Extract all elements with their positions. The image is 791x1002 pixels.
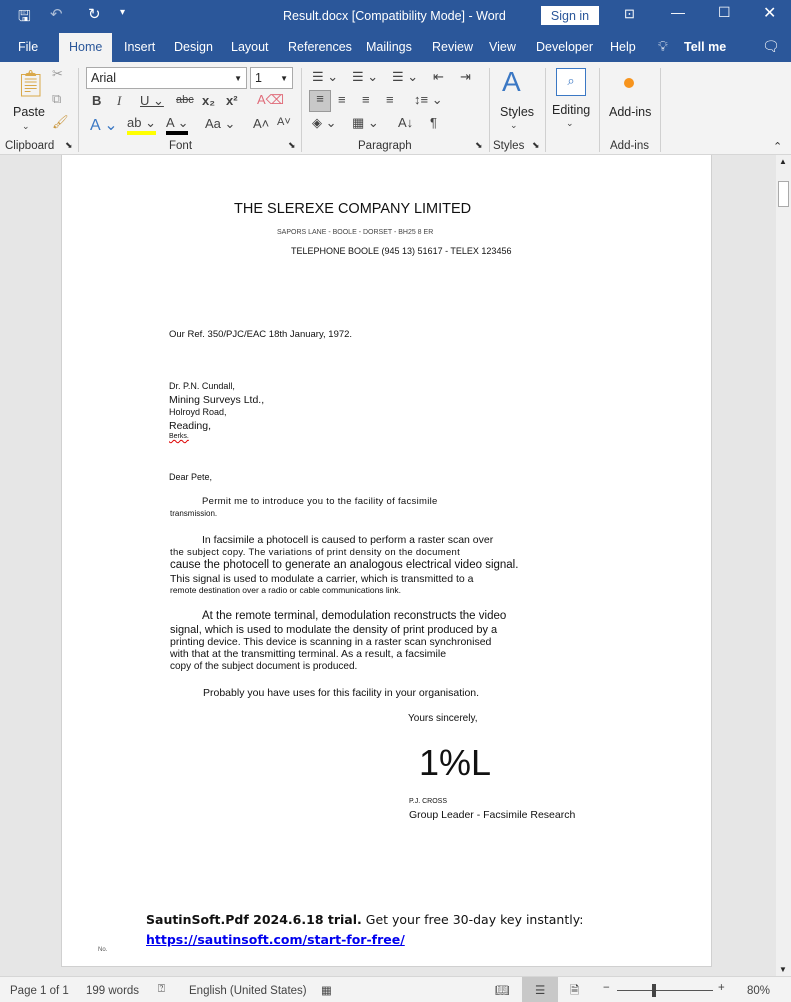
close-button[interactable]: ✕	[763, 5, 777, 22]
web-layout-icon[interactable]: 🗎	[570, 985, 580, 997]
increase-indent-icon[interactable]: ⇥	[460, 69, 471, 84]
tab-developer[interactable]: Developer	[536, 40, 593, 54]
undo-icon[interactable]: ↶	[50, 6, 63, 23]
underline-icon[interactable]: U ⌄	[140, 93, 164, 108]
zoom-level[interactable]: 80%	[747, 985, 771, 997]
styles-launcher-icon[interactable]: ⬊	[532, 140, 540, 150]
justify-icon[interactable]: ≡	[386, 92, 394, 107]
group-label-clipboard: Clipboard	[5, 140, 55, 152]
shrink-font-icon[interactable]: A˅	[277, 116, 291, 128]
font-name-combo[interactable]: Arial ▼	[86, 67, 247, 89]
collapse-ribbon-icon[interactable]: ⌃	[773, 141, 783, 153]
lightbulb-icon: 💡︎	[658, 38, 668, 54]
paragraph-line: remote destination over a radio or cable communications link.	[170, 585, 402, 595]
scroll-down-icon[interactable]: ▼	[779, 965, 787, 974]
format-painter-icon[interactable]: 🖌︎	[52, 114, 69, 129]
highlight-color-icon[interactable]: ab ⌄	[127, 115, 156, 135]
trial-notice	[146, 912, 583, 927]
reference-line: Our Ref. 350/PJC/EAC 18th January, 1972.	[169, 329, 353, 340]
recipient-line: Berks.	[169, 433, 189, 440]
paragraph-line: the subject copy. The variations of print density on the document	[170, 547, 461, 558]
ribbon	[0, 62, 791, 155]
tell-me-search[interactable]: Tell me	[684, 40, 727, 54]
tab-design[interactable]: Design	[174, 40, 213, 54]
tab-layout[interactable]: Layout	[231, 40, 269, 54]
customize-toolbar-icon[interactable]: ▾	[120, 7, 126, 18]
tab-references[interactable]: References	[288, 40, 352, 54]
minimize-button[interactable]: —	[671, 4, 685, 20]
signature: 1%L	[419, 742, 492, 783]
tab-help[interactable]: Help	[610, 40, 636, 54]
paragraph-line: copy of the subject document is produced.	[170, 661, 358, 672]
paragraph-line: transmission.	[170, 509, 218, 518]
comments-icon[interactable]: 🗨︎	[762, 38, 780, 54]
font-name-value: Arial	[91, 71, 117, 85]
scroll-thumb[interactable]	[778, 181, 789, 207]
paragraph-line: cause the photocell to generate an analogous electrical video signal.	[170, 559, 519, 571]
cut-icon[interactable]: ✂	[52, 66, 63, 81]
styles-icon[interactable]: A	[502, 66, 521, 97]
tab-review[interactable]: Review	[432, 40, 473, 54]
proofing-icon[interactable]: ⍰	[158, 983, 165, 995]
tab-insert[interactable]: Insert	[124, 40, 156, 54]
paragraph-line: This signal is used to modulate a carrier, which is transmitted to a	[170, 573, 474, 585]
read-mode-icon[interactable]: 📖︎	[495, 985, 510, 997]
shading-icon[interactable]: ◈ ⌄	[312, 115, 337, 130]
recipient-line: Dr. P.N. Cundall,	[169, 381, 235, 391]
paragraph-line: Permit me to introduce you to the facility of facsimile	[202, 496, 438, 507]
tab-mailings[interactable]: Mailings	[366, 40, 412, 54]
group-label-styles: Styles	[493, 140, 525, 152]
salutation: Dear Pete,	[169, 472, 213, 482]
ribbon-tabs	[0, 32, 791, 62]
group-label-add-ins: Add-ins	[610, 140, 649, 152]
zoom-slider[interactable]	[617, 990, 713, 991]
numbering-icon[interactable]: ☰ ⌄	[352, 69, 379, 84]
grow-font-icon[interactable]: A˄	[253, 116, 270, 131]
sort-icon[interactable]: A↓	[398, 115, 414, 130]
paste-dropdown-icon[interactable]: ⌄	[22, 121, 30, 131]
font-launcher-icon[interactable]: ⬊	[288, 140, 296, 150]
tab-home[interactable]: Home	[59, 33, 112, 62]
italic-icon[interactable]: I	[117, 93, 122, 108]
show-formatting-icon[interactable]: ¶	[430, 115, 437, 130]
word-count[interactable]: 199 words	[86, 985, 140, 997]
change-case-icon[interactable]: Aa ⌄	[205, 116, 236, 131]
closing: Yours sincerely,	[408, 713, 478, 724]
align-center-icon[interactable]: ≡	[338, 92, 346, 107]
recipient-line: Mining Surveys Ltd.,	[169, 394, 265, 406]
footer-number: No.	[98, 947, 108, 953]
editing-dropdown-icon[interactable]: ⌄	[566, 118, 574, 128]
redo-icon[interactable]: ↻	[88, 6, 101, 23]
add-ins-icon[interactable]	[624, 78, 634, 88]
align-left-icon[interactable]: ≡	[309, 90, 331, 112]
text-effects-icon[interactable]: A ⌄	[90, 117, 118, 134]
company-name: THE SLEREXE COMPANY LIMITED	[234, 201, 472, 217]
paragraph-line: printing device. This device is scanning in a raster scan synchronised	[170, 636, 492, 648]
paste-icon[interactable]: 📋︎	[14, 68, 48, 98]
find-icon[interactable]: ⌕	[556, 68, 586, 96]
clipboard-launcher-icon[interactable]: ⬊	[65, 140, 73, 150]
paragraph-launcher-icon[interactable]: ⬊	[475, 140, 483, 150]
paragraph-line: At the remote terminal, demodulation reconstructs the video	[202, 610, 507, 622]
vertical-scrollbar[interactable]	[776, 155, 791, 976]
trial-notice-bold: SautinSoft.Pdf 2024.6.18 trial.	[146, 912, 362, 927]
add-ins-button[interactable]: Add-ins	[609, 105, 652, 119]
zoom-in-button[interactable]: +	[718, 982, 725, 994]
ribbon-display-icon[interactable]: ⊡	[624, 6, 635, 21]
clear-formatting-icon[interactable]: A⌫	[257, 92, 285, 107]
signer-name: P.J. CROSS	[409, 798, 447, 805]
paragraph-line: with that at the transmitting terminal. As a result, a facsimile	[170, 648, 447, 660]
font-size-combo[interactable]: 1 ▼	[250, 67, 293, 89]
group-label-paragraph: Paragraph	[358, 140, 412, 152]
trial-link[interactable]: https://sautinsoft.com/start-for-free/	[146, 932, 405, 947]
title-bar	[0, 0, 791, 32]
line-spacing-icon[interactable]: ↕≡ ⌄	[414, 92, 443, 107]
paragraph-line: In facsimile a photocell is caused to perform a raster scan over	[202, 534, 494, 546]
maximize-button[interactable]: ☐	[718, 4, 731, 20]
page-count[interactable]: Page 1 of 1	[10, 985, 69, 997]
paragraph-line: Probably you have uses for this facility in your organisation.	[203, 687, 480, 699]
zoom-slider-thumb[interactable]	[652, 984, 656, 997]
bold-icon[interactable]: B	[92, 93, 102, 108]
borders-icon[interactable]: ▦ ⌄	[352, 115, 379, 130]
font-color-icon[interactable]: A ⌄	[166, 115, 188, 135]
strikethrough-icon[interactable]: abc	[176, 94, 194, 106]
accessibility-icon[interactable]: ▦	[321, 985, 332, 997]
copy-icon[interactable]: ⧉	[52, 91, 62, 106]
bullets-icon[interactable]: ☰ ⌄	[312, 69, 339, 84]
styles-dropdown-icon[interactable]: ⌄	[510, 120, 518, 130]
sign-in-button[interactable]: Sign in	[541, 6, 599, 25]
editing-button[interactable]: Editing	[552, 103, 591, 117]
scroll-up-icon[interactable]: ▲	[779, 157, 787, 166]
group-label-font: Font	[169, 140, 193, 152]
tab-file[interactable]: File	[18, 40, 39, 54]
multilevel-list-icon[interactable]: ☰ ⌄	[392, 69, 419, 84]
signer-title: Group Leader - Facsimile Research	[409, 809, 576, 821]
paste-button[interactable]: Paste	[13, 105, 45, 119]
status-bar	[0, 976, 791, 1002]
superscript-icon[interactable]: x²	[226, 93, 238, 108]
document-page[interactable]	[61, 155, 712, 967]
decrease-indent-icon[interactable]: ⇤	[433, 69, 444, 84]
recipient-line: Reading,	[169, 420, 212, 432]
subscript-icon[interactable]: x₂	[202, 93, 216, 108]
paragraph-line: signal, which is used to modulate the density of print produced by a	[170, 624, 498, 636]
zoom-out-button[interactable]: −	[603, 982, 610, 994]
language[interactable]: English (United States)	[189, 985, 307, 997]
company-telephone: TELEPHONE BOOLE (945 13) 51617 - TELEX 123456	[291, 246, 512, 256]
trial-notice-text: Get your free 30-day key instantly:	[361, 912, 584, 927]
company-address: SAPORS LANE - BOOLE - DORSET - BH25 8 ER	[277, 229, 434, 236]
window-title: Result.docx [Compatibility Mode] - Word	[283, 9, 506, 23]
tab-view[interactable]: View	[489, 40, 516, 54]
recipient-line: Holroyd Road,	[169, 407, 227, 417]
print-layout-button[interactable]: ☰	[522, 977, 558, 1002]
styles-button[interactable]: Styles	[500, 105, 535, 119]
font-size-value: 1	[255, 71, 262, 85]
save-icon[interactable]: 🖫	[18, 8, 31, 25]
align-right-icon[interactable]: ≡	[362, 92, 370, 107]
